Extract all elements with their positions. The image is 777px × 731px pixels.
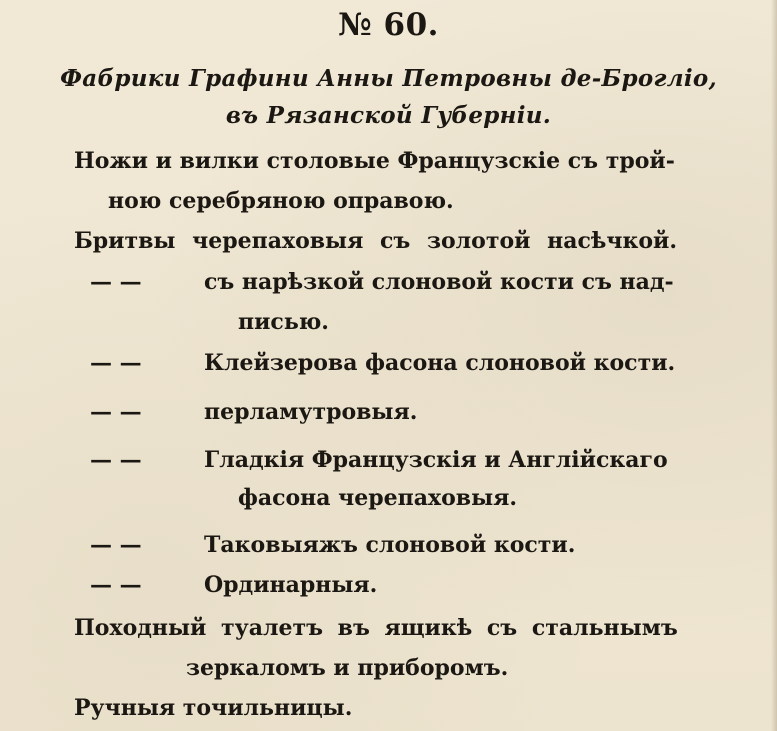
ditto-dash-2: — — — [90, 350, 142, 376]
item-line-4: съ нарѣзкой слоновой кости съ над- — [204, 269, 674, 295]
item-line-12: Походный туалетъ въ ящикѣ съ стальнымъ — [74, 615, 678, 641]
item-line-10: Таковыяжъ слоновой кости. — [204, 532, 576, 558]
ditto-dash-6: — — — [90, 572, 142, 598]
title-line-1: Фабрики Графини Анны Петровны де-Брогліо, — [60, 65, 717, 92]
ditto-dash-5: — — — [90, 532, 142, 558]
item-line-13: зеркаломъ и приборомъ. — [186, 655, 509, 681]
page-edge-shadow — [771, 0, 777, 731]
title-line-2: въ Рязанской Губерніи. — [225, 102, 552, 129]
ditto-dash-3: — — — [90, 399, 142, 425]
item-line-5: писью. — [238, 309, 329, 335]
ditto-dash-1: — — — [90, 269, 142, 295]
ditto-dash-4: — — — [90, 447, 142, 473]
item-line-14: Ручныя точильницы. — [74, 695, 353, 721]
item-line-2: ною серебряною оправою. — [108, 188, 454, 214]
item-line-1: Ножи и вилки столовые Французскіе съ трой- — [74, 148, 675, 174]
item-line-8: Гладкія Французскія и Англійскаго — [204, 447, 668, 473]
item-line-9: фасона черепаховыя. — [238, 485, 518, 511]
item-line-3: Бритвы черепаховыя съ золотой насѣчкой. — [74, 228, 677, 254]
catalog-number: № 60. — [338, 7, 439, 43]
item-line-11: Ординарныя. — [204, 572, 378, 598]
item-line-7: перламутровыя. — [204, 399, 418, 425]
item-line-6: Клейзерова фасона слоновой кости. — [204, 350, 676, 376]
